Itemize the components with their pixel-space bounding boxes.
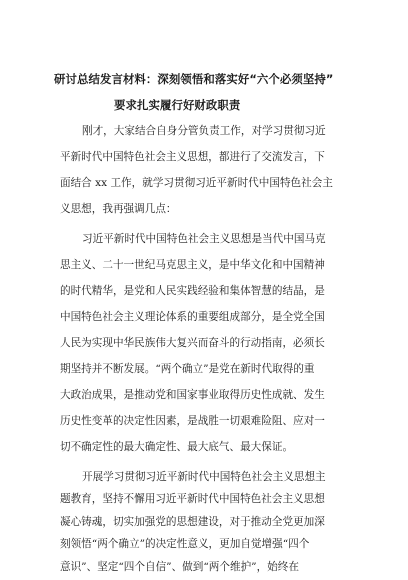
paragraph-line: 习近平新时代中国特色社会主义思想是当代中国马克 (82, 233, 326, 245)
paragraph-line: 期坚持并不断发展。“两个确立”是党在新时代取得的重 (60, 363, 315, 375)
paragraph-line: 历史性变革的决定性因素，是战胜一切艰难险阻、应对一 (60, 415, 325, 427)
paragraph-line: 义思想，我再强调几点： (60, 203, 177, 215)
paragraph-line: 刚才，大家结合自身分管负责工作，对学习贯彻习近 (82, 125, 326, 137)
paragraph-line: 面结合 xx 工作，就学习贯彻习近平新时代中国特色社会主 (60, 177, 333, 189)
paragraph-line: 意识”、坚定“四个自信”、做到“两个维护”，始终在 (60, 560, 299, 573)
paragraph-line: 人民为实现中华民族伟大复兴而奋斗的行动指南，必须长 (60, 337, 325, 349)
paragraph-line: 凝心铸魂，切实加强党的思想建设，对于推动全党更加深 (60, 515, 325, 528)
paragraph-line: 中国特色社会主义理论体系的重要组成部分，是全党全国 (60, 311, 325, 323)
paragraph-line: 开展学习贯彻习近平新时代中国特色社会主义思想主 (82, 471, 326, 483)
paragraph-2-tail (60, 434, 362, 460)
paragraph-line: 题教育，坚持不懈用习近平新时代中国特色社会主义思想 (60, 493, 325, 506)
paragraph-line: 大政治成果，是推动党和国家事业取得历史性成就、发生 (60, 389, 325, 401)
document-title-line-1: 研讨总结发言材料：深刻领悟和落实好“六个必须坚持” (54, 72, 334, 86)
paragraph-line: 思主义、二十一世纪马克思主义，是中华文化和中国精神 (60, 259, 325, 271)
paragraph-line: 刻领悟“两个确立”的决定性意义，更加自觉增强“四个 (60, 538, 310, 551)
paragraph-1 (60, 118, 362, 224)
paragraph-line: 的时代精华，是党和人民实践经验和集体智慧的结晶，是 (60, 285, 325, 297)
paragraph-3 (60, 466, 362, 578)
paragraph-line: 平新时代中国特色社会主义思想，都进行了交流发言，下 (60, 151, 325, 163)
document-title-line-2: 要求扎实履行好财政职责 (114, 98, 241, 112)
paragraph-2 (60, 226, 362, 436)
paragraph-line: 切不确定性的最大确定性、最大底气、最大保证。 (60, 441, 294, 453)
